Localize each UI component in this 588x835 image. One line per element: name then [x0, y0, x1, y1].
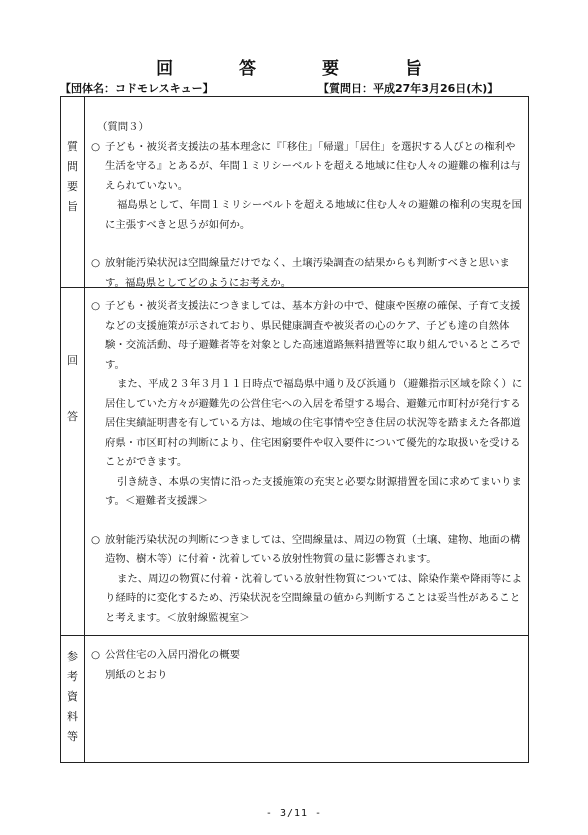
bullet-circle-icon: ○: [91, 533, 101, 546]
answer-content: [91, 297, 525, 628]
question-item-1: [91, 138, 525, 236]
question-item-1-follow: 福島県として、年間１ミリシーベルトを超える地域に住む人々の避難の権利の実現を国に主張すべきと思うが如何か。: [105, 199, 523, 231]
question-date-label: 【質問日：平成27年3月26日(木)】: [318, 82, 499, 95]
answer-item-1-text: 子ども・被災者支援法につきましては、基本方針の中で、健康や医療の確保、子育て支援などの支援施策が示されており、県民健康調査や被災者の心のケア、子ども達の自然体験・交流活動、母子避難者等を対象とした高速道路無料措置等に取り組んでいるところです。: [105, 300, 521, 371]
reference-item-1-follow: 別紙のとおり: [105, 668, 168, 681]
reference-item-1: [91, 646, 525, 685]
page-number: - 3/11 -: [265, 808, 323, 819]
reference-materials-label: 参 考 資 料 等: [67, 650, 78, 743]
answer-item-2-follow-1: また、周辺の物質に付着・沈着している放射性物質については、除染作業や降雨等により経時的に変化するため、汚染状況を空間線量の値から判断することは妥当性があることと考えます。＜放射線監視室＞: [105, 572, 523, 624]
organization-label: 【団体名：コドモレスキュー】: [60, 82, 214, 95]
bullet-circle-icon: ○: [91, 649, 101, 661]
answer-item-2-text: 放射能汚染状況の判断につきましては、空間線量は、周辺の物質（土壌、建物、地面の構造物、樹木等）に付着・沈着している放射性物質の量に影響されます。: [105, 533, 521, 565]
answer-item-1: [91, 297, 525, 512]
question-summary-content: [91, 118, 525, 293]
reference-item-1-text: 公営住宅の入居円滑化の概要: [105, 649, 241, 661]
reference-materials-content: [91, 646, 525, 685]
row-divider-answer: [61, 635, 528, 636]
bullet-circle-icon: ○: [91, 257, 101, 269]
question-summary-label: 質 問 要 旨: [67, 140, 78, 213]
question-item-2-text: 放射能汚染状況は空間線量だけでなく、土壌汚染調査の結果からも判断すべきと思います。福島県としてどのようにお考えか。: [105, 257, 510, 289]
question-item-2: [91, 254, 525, 293]
answer-item-1-follow-2: 引き続き、本県の実情に沿った支援施策の充実と必要な財源措置を国に求めてまいります。＜避難者支援課＞: [105, 475, 522, 507]
label-column-divider: [84, 97, 85, 762]
answer-summary-table: [60, 96, 529, 763]
document-title: 回 答 要 旨: [156, 59, 452, 79]
question-item-1-text: 子ども・被災者支援法の基本理念に『「移住」「帰還」「居住」を選択する人びとの権利や生活を守る』とあるが、年間１ミリシーベルトを超える地域に住む人々の避難の権利は与えられていない。: [105, 140, 521, 192]
answer-item-1-follow-1: また、平成２３年３月１１日時点で福島県中通り及び浜通り（避難指示区域を除く）に居住していた方々が避難先の公営住宅への入居を希望する場合、避難元市町村が発行する居住実績証明書を有している方は、地域の住宅事情や空き住居の状況等を踏まえた各都道府県・市区町村の判断により、住宅困窮要件や収入要件について優先的な取扱いを受けることができます。: [105, 378, 523, 468]
bullet-circle-icon: ○: [91, 140, 101, 153]
bullet-circle-icon: ○: [91, 300, 101, 312]
answer-label: 回 答: [67, 354, 78, 423]
answer-item-2: [91, 531, 525, 629]
question-heading: （質問３）: [97, 121, 149, 133]
